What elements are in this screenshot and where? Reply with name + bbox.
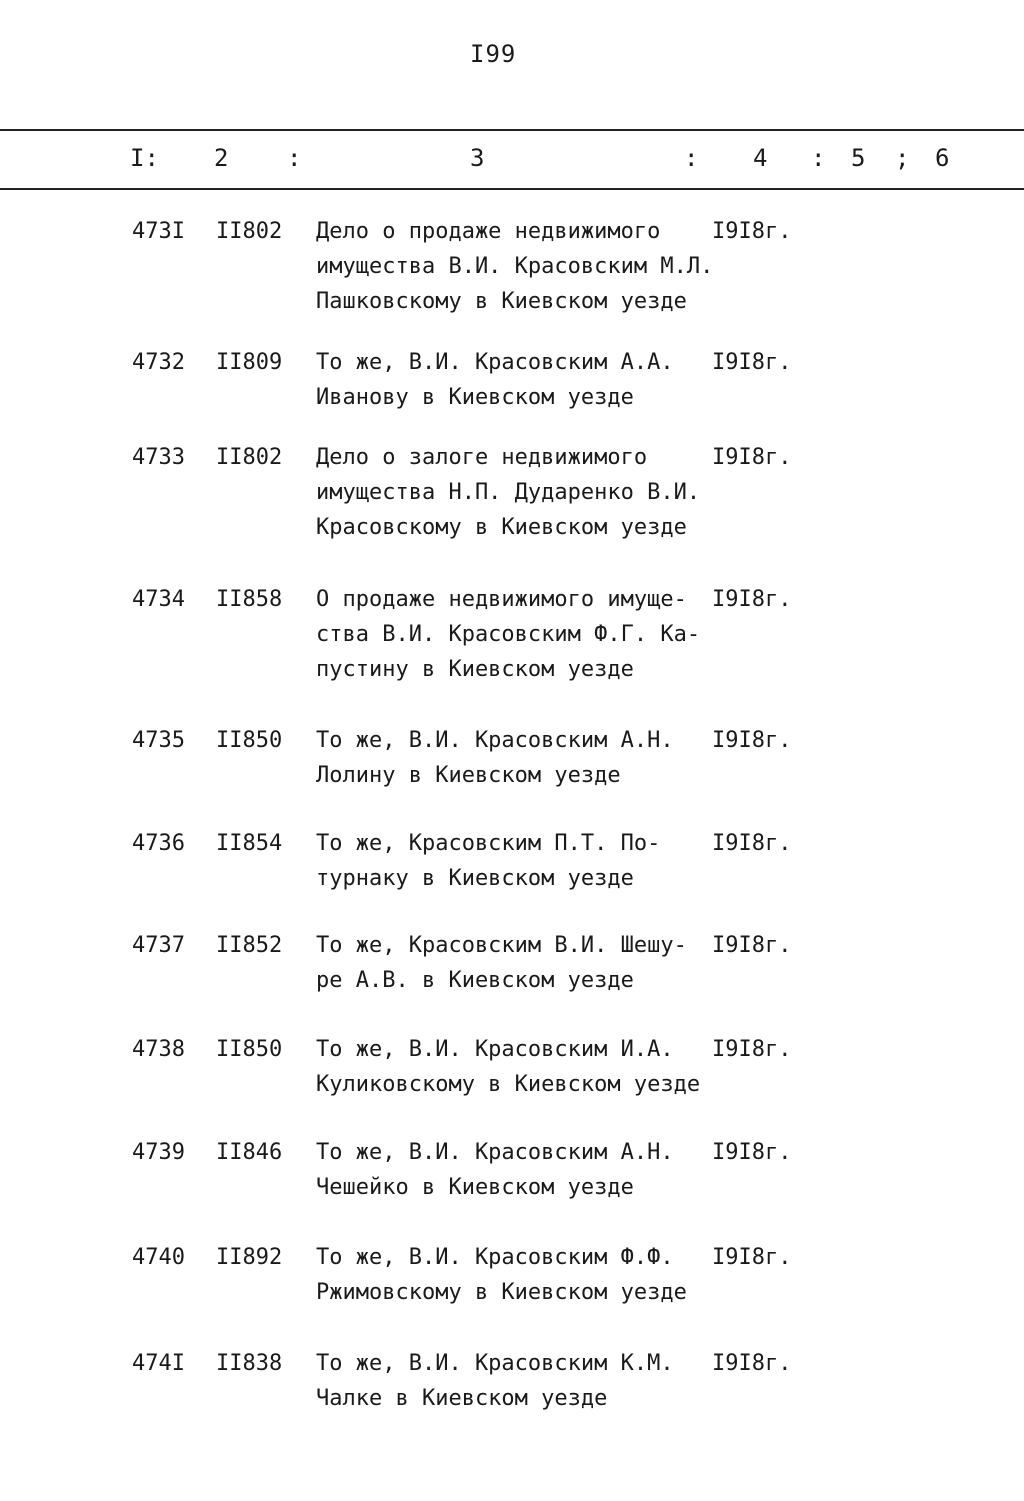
entry-number: 473I bbox=[132, 219, 185, 244]
column-separator: : bbox=[684, 144, 699, 172]
description-line: Лолину в Киевском уезде bbox=[316, 763, 621, 788]
entry-code: II858 bbox=[216, 587, 283, 612]
entry-code: II892 bbox=[216, 1245, 283, 1270]
entry-year: I9I8г. bbox=[712, 445, 792, 470]
description-line: Красовскому в Киевском уезде bbox=[316, 515, 687, 540]
column-header-1: I: bbox=[130, 144, 159, 172]
description-line: Дело о залоге недвижимого bbox=[316, 445, 648, 470]
entry-number: 4737 bbox=[132, 933, 185, 958]
entry-number: 4736 bbox=[132, 831, 185, 856]
column-separator: ; bbox=[895, 144, 910, 172]
entry-description bbox=[316, 1032, 716, 1102]
column-separator: : bbox=[811, 144, 826, 172]
description-line: То же, В.И. Красовским Ф.Ф. bbox=[316, 1245, 674, 1270]
description-line: имущества В.И. Красовским М.Л. bbox=[316, 254, 714, 279]
entry-description bbox=[316, 928, 716, 998]
description-line: То же, Красовским П.Т. По- bbox=[316, 831, 661, 856]
description-line: То же, В.И. Красовским А.А. bbox=[316, 350, 674, 375]
entry-description bbox=[316, 1346, 716, 1416]
description-line: Чешейко в Киевском уезде bbox=[316, 1175, 634, 1200]
header-bottom-rule bbox=[0, 188, 1024, 190]
entry-year: I9I8г. bbox=[712, 219, 792, 244]
entry-year: I9I8г. bbox=[712, 1245, 792, 1270]
entry-code: II854 bbox=[216, 831, 283, 856]
entry-description bbox=[316, 214, 716, 319]
description-line: То же, В.И. Красовским К.М. bbox=[316, 1351, 674, 1376]
page-number: I99 bbox=[470, 40, 517, 68]
entry-code: II838 bbox=[216, 1351, 283, 1376]
column-separator: : bbox=[287, 144, 302, 172]
header-top-rule bbox=[0, 129, 1024, 131]
entry-code: II846 bbox=[216, 1140, 283, 1165]
description-line: Дело о продаже недвижимого bbox=[316, 219, 661, 244]
description-line: Куликовскому в Киевском уезде bbox=[316, 1072, 701, 1097]
description-line: То же, Красовским В.И. Шешу- bbox=[316, 933, 687, 958]
description-line: То же, В.И. Красовским А.Н. bbox=[316, 1140, 674, 1165]
entry-code: II809 bbox=[216, 350, 283, 375]
entry-code: II852 bbox=[216, 933, 283, 958]
column-header-3: 3 bbox=[470, 144, 485, 172]
entry-description bbox=[316, 1135, 716, 1205]
description-line: Ржимовскому в Киевском уезде bbox=[316, 1280, 687, 1305]
description-line: Пашковскому в Киевском уезде bbox=[316, 289, 687, 314]
entry-description bbox=[316, 723, 716, 793]
entry-year: I9I8г. bbox=[712, 587, 792, 612]
entry-code: II850 bbox=[216, 1037, 283, 1062]
entry-year: I9I8г. bbox=[712, 728, 792, 753]
entry-description bbox=[316, 440, 716, 545]
entry-description bbox=[316, 826, 716, 896]
description-line: ства В.И. Красовским Ф.Г. Ка- bbox=[316, 622, 701, 647]
entry-code: II850 bbox=[216, 728, 283, 753]
entry-code: II802 bbox=[216, 445, 283, 470]
description-line: То же, В.И. Красовским И.А. bbox=[316, 1037, 674, 1062]
entry-code: II802 bbox=[216, 219, 283, 244]
entry-number: 4735 bbox=[132, 728, 185, 753]
entry-year: I9I8г. bbox=[712, 1037, 792, 1062]
description-line: То же, В.И. Красовским А.Н. bbox=[316, 728, 674, 753]
entry-year: I9I8г. bbox=[712, 831, 792, 856]
description-line: Чалке в Киевском уезде bbox=[316, 1386, 608, 1411]
column-header-6: 6 bbox=[935, 144, 950, 172]
column-header-2: 2 bbox=[214, 144, 229, 172]
description-line: пустину в Киевском уезде bbox=[316, 657, 634, 682]
column-header-4: 4 bbox=[753, 144, 768, 172]
entry-description bbox=[316, 345, 716, 415]
entry-number: 4734 bbox=[132, 587, 185, 612]
entry-year: I9I8г. bbox=[712, 933, 792, 958]
column-header-5: 5 bbox=[851, 144, 866, 172]
entry-number: 474I bbox=[132, 1351, 185, 1376]
description-line: Иванову в Киевском уезде bbox=[316, 385, 634, 410]
description-line: ре А.В. в Киевском уезде bbox=[316, 968, 634, 993]
entry-number: 4739 bbox=[132, 1140, 185, 1165]
description-line: турнаку в Киевском уезде bbox=[316, 866, 634, 891]
entry-year: I9I8г. bbox=[712, 1351, 792, 1376]
description-line: О продаже недвижимого имуще- bbox=[316, 587, 687, 612]
entry-number: 4740 bbox=[132, 1245, 185, 1270]
entry-description bbox=[316, 1240, 716, 1310]
entry-number: 4732 bbox=[132, 350, 185, 375]
entry-year: I9I8г. bbox=[712, 350, 792, 375]
entry-number: 4738 bbox=[132, 1037, 185, 1062]
description-line: имущества Н.П. Дударенко В.И. bbox=[316, 480, 701, 505]
entry-year: I9I8г. bbox=[712, 1140, 792, 1165]
entry-number: 4733 bbox=[132, 445, 185, 470]
entry-description bbox=[316, 582, 716, 687]
